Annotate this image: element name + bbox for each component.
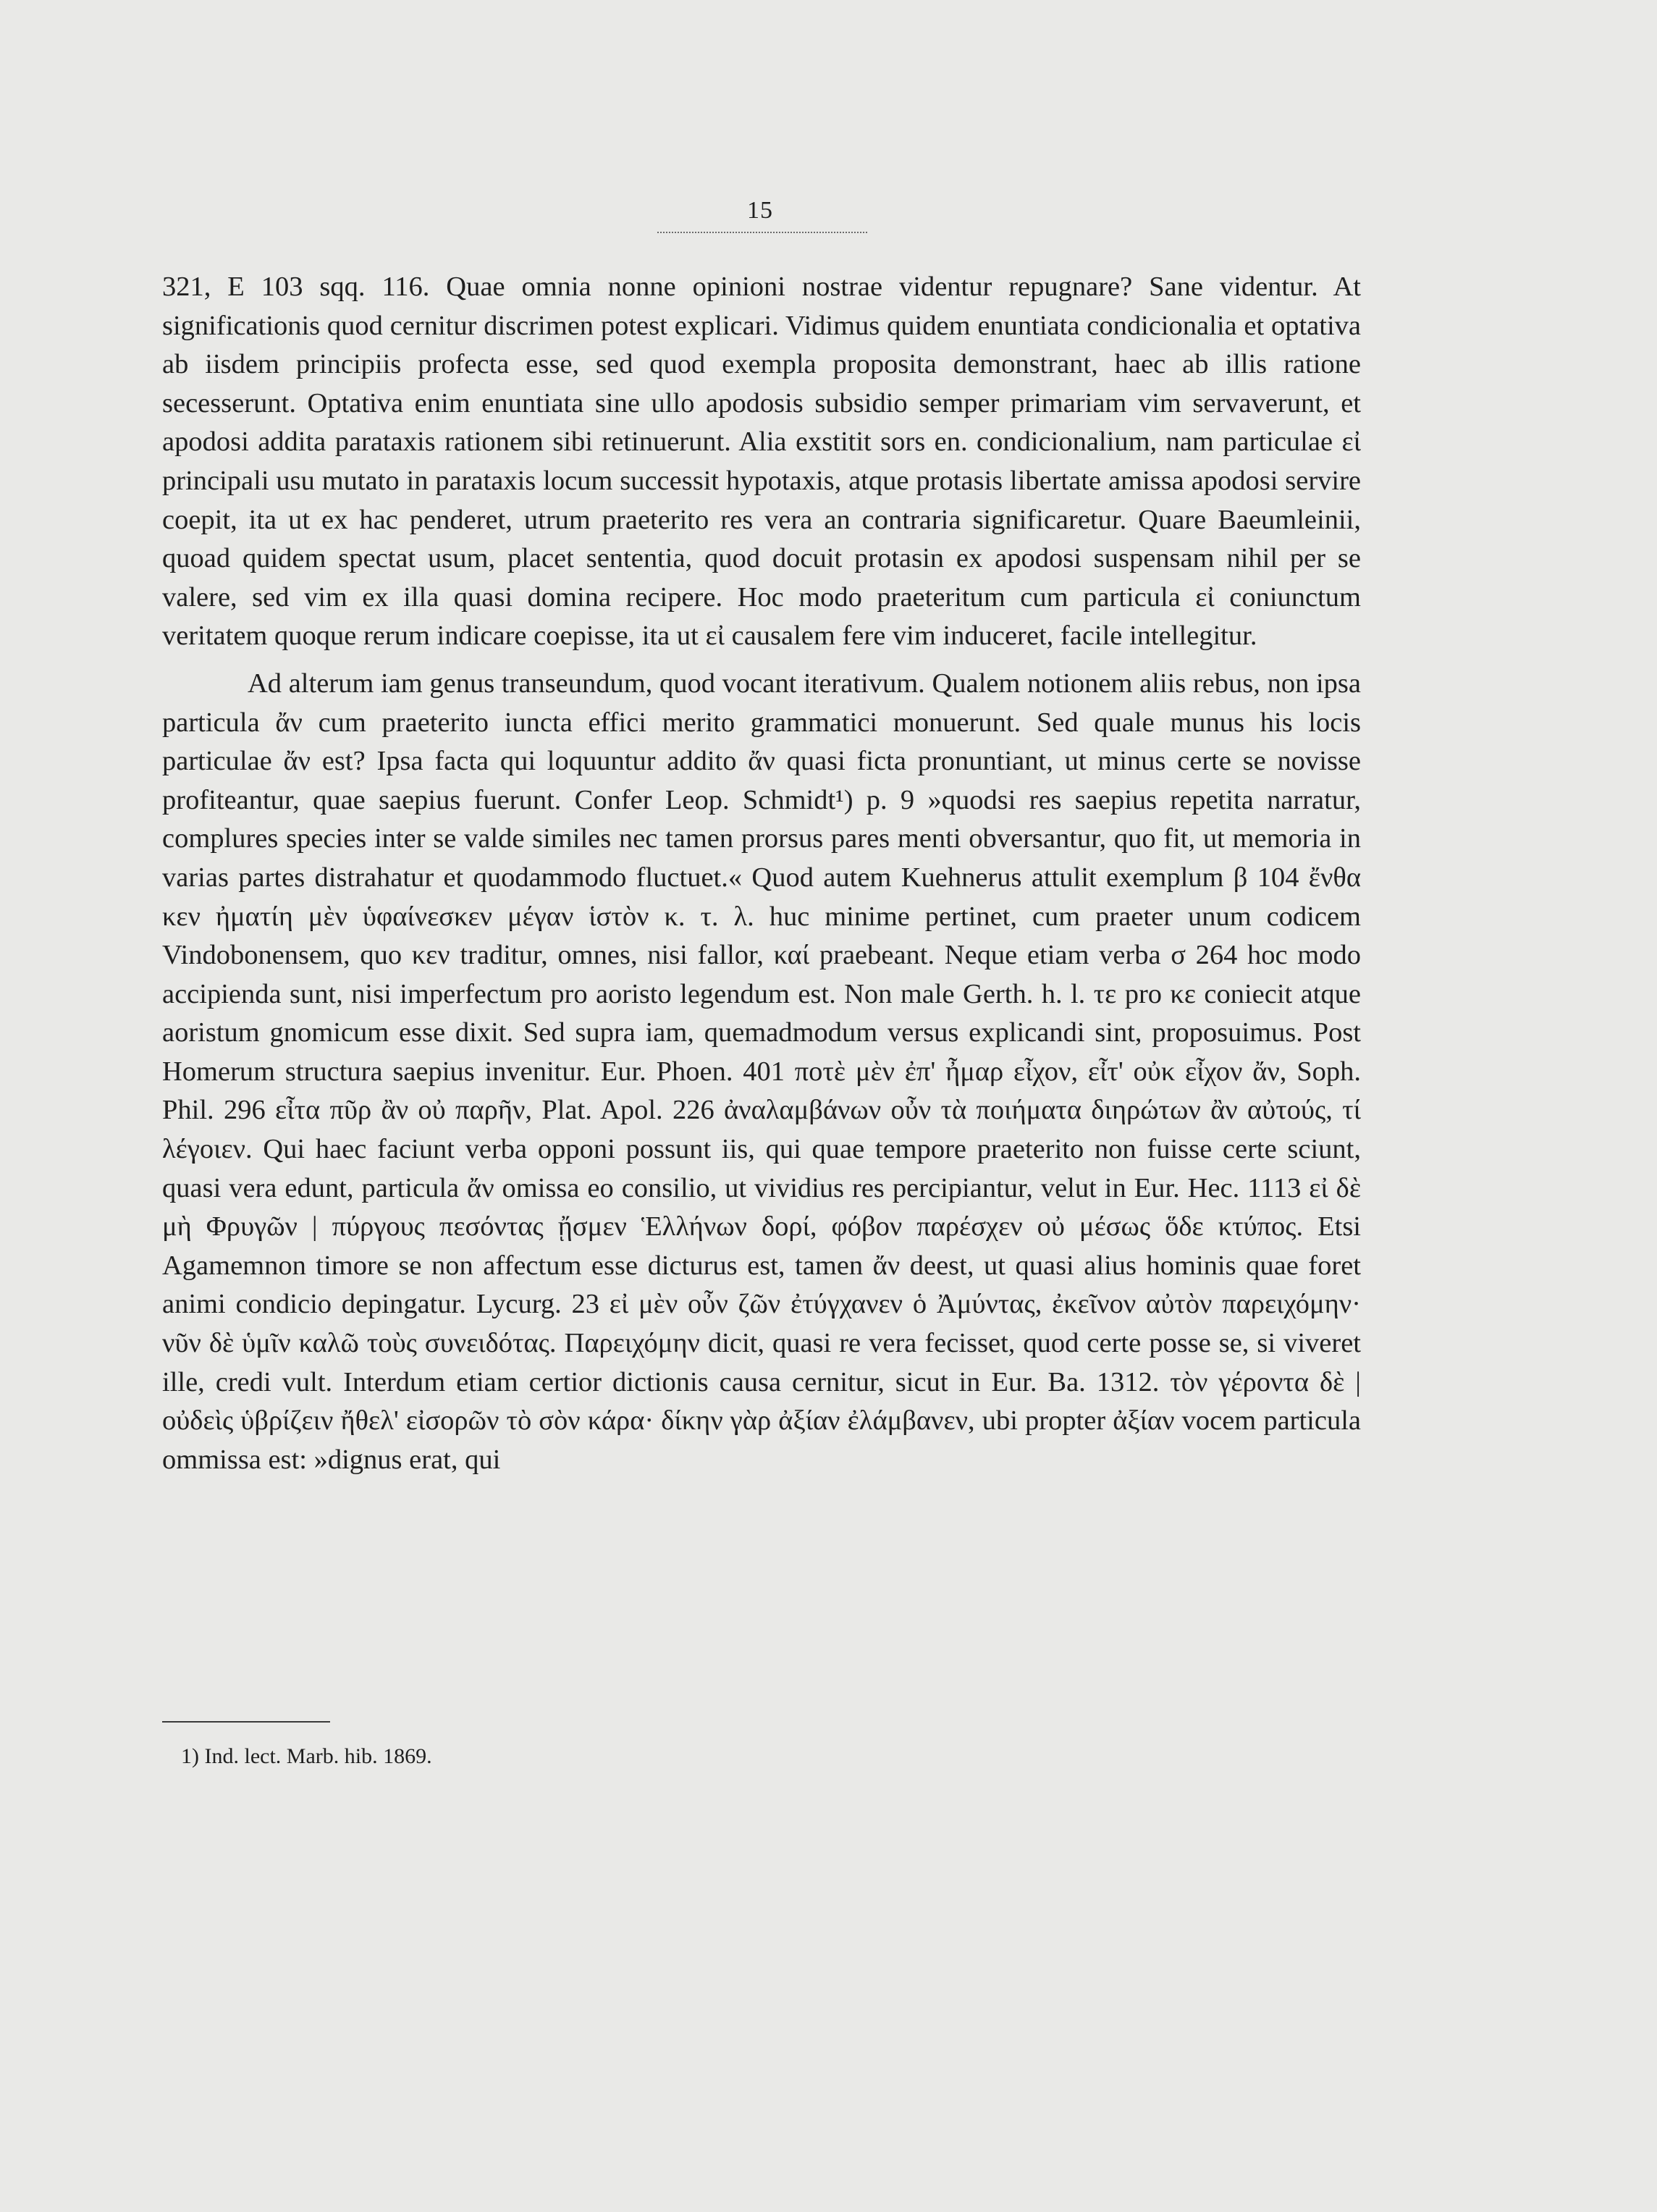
body-text [162,268,1361,1479]
page-number: 15 [747,197,773,224]
paragraph-2: Ad alterum iam genus transeundum, quod vocant iterativum. Qualem notionem aliis rebus, non ipsa particula ἄν cum praeterito iuncta effici merito grammatici monuerunt. Sed quale munus his locis particulae ἄν est? Ipsa facta qui loquuntur addito ἄν quasi ficta pronuntiant, ut minus certe se novisse profiteantur, quae saepius fuerunt. Confer Leop. Schmidt¹) p. 9 »quodsi res saepius repetita narratur, complures species inter se valde similes nec tamen prorsus pares menti obversantur, quo fit, ut memoria in varias partes distrahatur et quodammodo fluctuet.« Quod autem Kuehnerus attulit exemplum β 104 ἔνθα κεν ἠματίη μὲν ὑφαίνεσκεν μέγαν ἱστὸν κ. τ. λ. huc minime pertinet, cum praeter unum codicem Vindobonensem, quo κεν traditur, omnes, nisi fallor, καί praebeant. Neque etiam verba σ 264 hoc modo accipienda sunt, nisi imperfectum pro aoristo legendum est. Non male Gerth. h. l. τε pro κε coniecit atque aoristum gnomicum esse dixit. Sed supra iam, quemadmodum versus explicandi sint, proposuimus. Post Homerum structura saepius invenitur. Eur. Phoen. 401 ποτὲ μὲν ἐπ' ἦμαρ εἶχον, εἶτ' οὐκ εἶχον ἄν, Soph. Phil. 296 εἶτα πῦρ ἂν οὐ παρῆν, Plat. Apol. 226 ἀναλαμβάνων οὖν τὰ ποιήματα διηρώτων ἂν αὐτούς, τί λέγοιεν. Qui haec faciunt verba opponi possunt iis, qui quae tempore praeterito non fuisse certe sciunt, quasi vera edunt, particula ἄν omissa eo consilio, ut vividius res percipiantur, velut in Eur. Hec. 1113 εἰ δὲ μὴ Φρυγῶν | πύργους πεσόντας ᾔσμεν Ἑλλήνων δορί, φόβον παρέσχεν οὐ μέσως ὅδε κτύπος. Etsi Agamemnon timore se non affectum esse dicturus est, tamen ἄν deest, ut quasi alius hominis quae foret animi condicio depingatur. Lycurg. 23 εἰ μὲν οὖν ζῶν ἐτύγχανεν ὁ Ἀμύντας, ἐκεῖνον αὐτὸν παρειχόμην· νῦν δὲ ὑμῖν καλῶ τοὺς συνειδότας. Παρειχόμην dicit, quasi re vera fecisset, quod certe posse se, si viveret ille, credi vult. Interdum etiam certior dictionis causa cernitur, sicut in Eur. Ba. 1312. τὸν γέροντα δὲ | οὐδεὶς ὑβρίζειν ἤθελ' εἰσορῶν τὸ σὸν κάρα· δίκην γὰρ ἀξίαν ἐλάμβανεν, ubi propter ἀξίαν vocem particula ommissa est: »dignus erat, qui [162,668,1361,1475]
page-number-rule [657,232,867,233]
paragraph-1: 321, E 103 sqq. 116. Quae omnia nonne opinioni nostrae videntur repugnare? Sane videntur. At significationis quod cernitur discrimen potest explicari. Vidimus quidem enuntiata condicionalia et optativa ab iisdem principiis profecta esse, sed quod exempla proposita demonstrant, haec ab illis ratione secesserunt. Optativa enim enuntiata sine ullo apodosis subsidio semper primariam vim servaverunt, et apodosi addita parataxis rationem sibi retinuerunt. Alia exstitit sors en. condicionalium, nam particulae εἰ principali usu mutato in parataxis locum successit hypotaxis, atque protasis libertate amissa apodosi servire coepit, ita ut ex hac penderet, utrum praeterito res vera an contraria significaretur. Quare Baeumleinii, quoad quidem spectat usum, placet sententia, quod docuit protasin ex apodosi suspensam nihil per se valere, sed vim ex illa quasi domina recipere. Hoc modo praeteritum cum particula εἰ coniunctum veritatem quoque rerum indicare coepisse, ita ut εἰ causalem fere vim induceret, facile intellegitur. [162,272,1361,652]
footnote: 1) Ind. lect. Marb. hib. 1869. [181,1744,432,1768]
footnote-separator [162,1721,330,1723]
